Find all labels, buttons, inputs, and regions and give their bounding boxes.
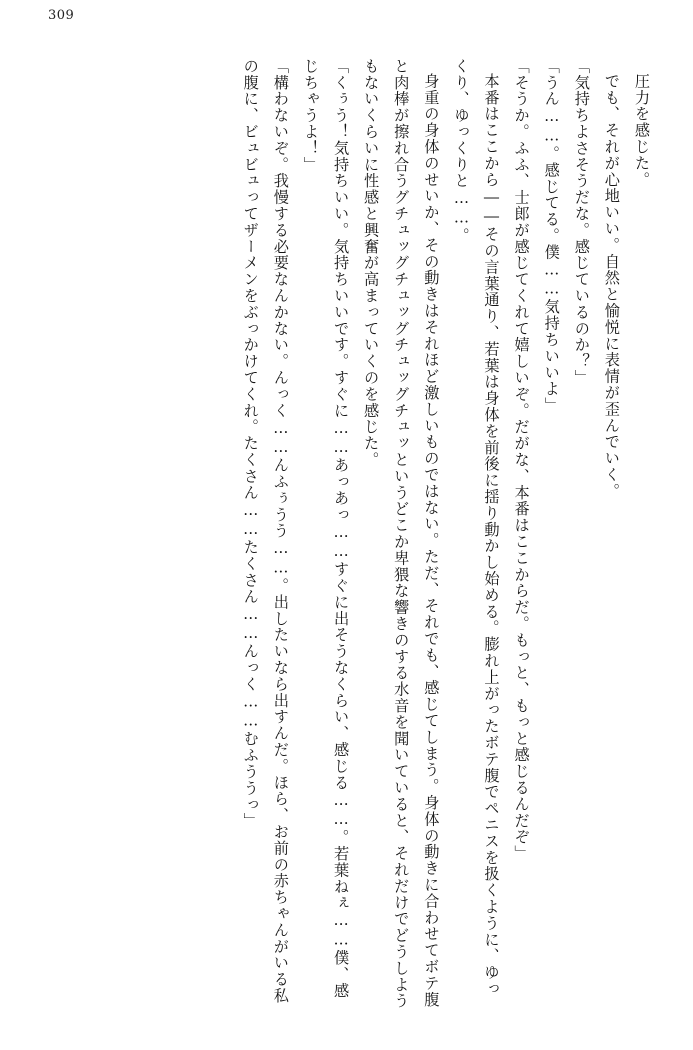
paragraph: 「構わないぞ。我慢する必要なんかない。んっく……んふぅうう……。出したいなら出すんだ。ほら、お前の赤ちゃんがいる私の腹に、ビュビュってザーメンをぶっかけてくれ。たくさん……たくさん……んっく……むふううっ」 <box>241 58 290 1004</box>
page-body-text <box>28 58 657 1010</box>
paragraph: 「くぅう！気持ちいい。気持ちいいです。すぐに……あっあっ……すぐに出そうなくらい、感じる……。若葉ねぇ……僕、感じちゃうよ！」 <box>301 58 351 999</box>
paragraph: 「そうか。ふふ、士郎が感じてくれて嬉しいぞ。だがな、本番はここからだ。もっと、もっと感じるんだぞ」 <box>512 58 531 862</box>
page-number: 309 <box>48 8 75 23</box>
paragraph: 本番はここから――その言葉通り、若葉は身体を前後に揺り動かし始める。膨れ上がったボテ腹でペニスを扱くように、ゆっくり、ゆっくりと……。 <box>452 58 501 998</box>
paragraph: 身重の身体のせいか、その動きはそれほど激しいものではない。ただ、それでも、感じてしまう。身体の動きに合わせてボテ腹と肉棒が擦れ合うグチュッグチュッグチュッグチュッというどこか卑猥な響きのする水音を聞いていると、それだけでどうしようもないくらいに性感と興奮が高まっていくのを感じた。 <box>362 58 441 1010</box>
paragraph: 「うん……。感じてる。僕……気持ちいいよ」 <box>542 58 561 414</box>
paragraph: 「気持ちよさそうだな。感じているのか？」 <box>572 58 591 386</box>
paragraph: 圧力を感じた。 <box>633 73 651 188</box>
paragraph: でも、それが心地いい。自然と愉悦に表情が歪んでいく。 <box>602 73 621 500</box>
